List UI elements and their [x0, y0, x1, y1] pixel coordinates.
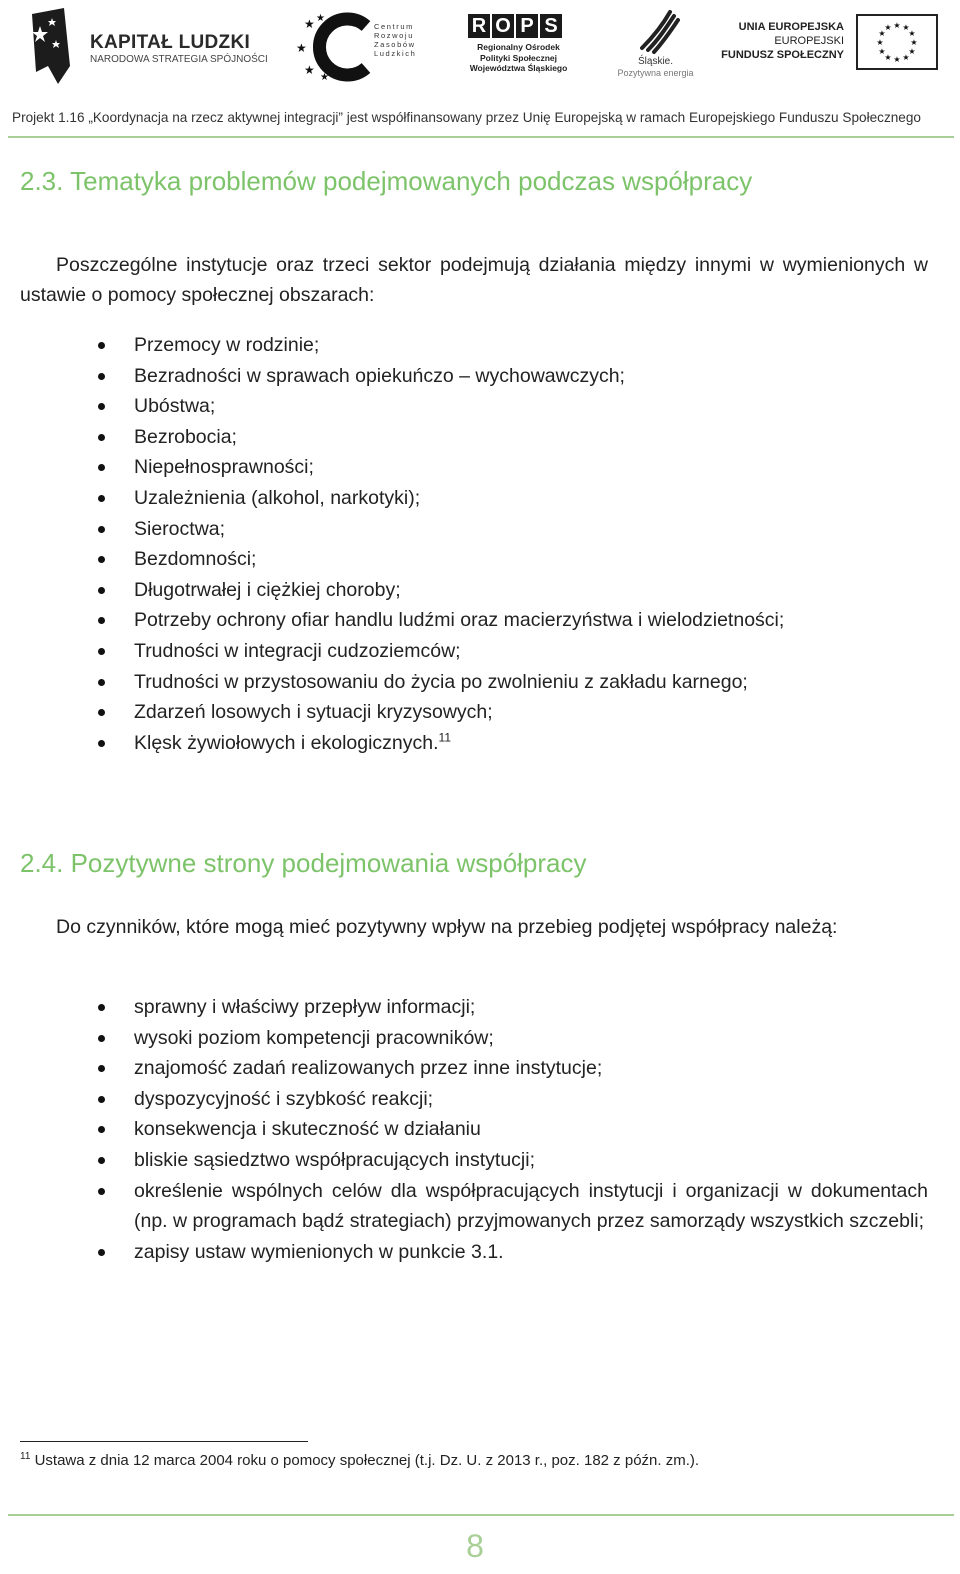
list-item-text: Bezrobocia;	[134, 425, 237, 448]
page-number: 8	[466, 1528, 484, 1564]
svg-text:★: ★	[910, 38, 918, 47]
list-item	[0, 697, 928, 728]
svg-text:★: ★	[893, 55, 901, 64]
bullet-icon	[98, 740, 105, 747]
bullet-icon	[98, 648, 105, 655]
list-item	[0, 361, 928, 392]
svg-text:★: ★	[902, 23, 910, 32]
list-item	[0, 636, 928, 667]
list-item	[0, 514, 928, 545]
header-rule	[8, 136, 954, 138]
footer-rule	[8, 1514, 954, 1516]
footnote	[20, 1452, 699, 1469]
list-item-text: Sieroctwa;	[134, 517, 226, 540]
kapital-ludzki-emblem-icon	[18, 6, 80, 86]
svg-text:★: ★	[304, 17, 315, 31]
logo-bar	[0, 0, 960, 100]
list-item-text: Trudności w przystosowaniu do życia po zwolnieniu z zakładu karnego;	[134, 670, 748, 693]
project-funding-line: Projekt 1.16 „Koordynacja na rzecz aktywnej integracji” jest współfinansowany przez Unię Europejską w ramach Europejskiego Funduszu Społecznego	[12, 110, 921, 125]
slaskie-tagline: Pozytywna energia	[617, 68, 694, 78]
ue-name	[721, 20, 844, 62]
list-item	[0, 1114, 928, 1145]
list-item-text: zapisy ustaw wymienionych w punkcie 3.1.	[134, 1240, 504, 1263]
kapital-ludzki-logo	[18, 6, 268, 86]
crzl-emblem-icon	[296, 12, 376, 82]
section-2-4-list	[0, 992, 928, 1267]
slaskie-name: Śląskie.	[637, 56, 673, 67]
crzl-logo	[296, 6, 426, 86]
list-item-text: bliskie sąsiedztwo współpracujących instytucji;	[134, 1148, 535, 1171]
svg-text:★: ★	[878, 29, 886, 38]
list-item-text: Długotrwałej i ciężkiej choroby;	[134, 578, 401, 601]
crzl-name: Centrum Rozwoju Zasobów Ludzkich	[374, 22, 417, 58]
rops-letters	[468, 14, 562, 38]
list-item-text: sprawny i właściwy przepływ informacji;	[134, 996, 476, 1018]
list-item-text: wysoki poziom kompetencji pracowników;	[134, 1026, 494, 1049]
footnote-text: Ustawa z dnia 12 marca 2004 roku o pomocy społecznej (t.j. Dz. U. z 2013 r., poz. 182 z późn. zm.).	[34, 1452, 700, 1469]
svg-text:★: ★	[908, 29, 916, 38]
list-item	[0, 391, 928, 422]
list-item	[0, 544, 928, 575]
bullet-icon	[98, 679, 105, 686]
footnote-separator	[20, 1441, 308, 1442]
bullet-icon	[98, 403, 105, 410]
list-item	[0, 483, 928, 514]
bullet-icon	[98, 587, 105, 594]
section-2-4-intro	[20, 912, 928, 942]
section-2-4-intro-text: Do czynników, które mogą mieć pozytywny wpływ na przebieg podjętej współpracy należą:	[56, 916, 838, 938]
ue-line1: UNIA EUROPEJSKA	[738, 21, 844, 33]
bullet-icon	[98, 1126, 105, 1133]
list-item-text: znajomość zadań realizowanych przez inne instytucje;	[134, 1057, 603, 1080]
section-2-3-intro	[20, 250, 928, 310]
bullet-icon	[98, 556, 105, 563]
list-item-text: Ubóstwa;	[134, 395, 216, 418]
bullet-icon	[98, 709, 105, 716]
section-2-3-heading: 2.3. Tematyka problemów podejmowanych podczas współpracy	[20, 166, 753, 196]
bullet-icon	[98, 1157, 105, 1164]
footnote-ref: 11	[438, 730, 452, 745]
list-item	[0, 992, 928, 1023]
svg-text:★: ★	[878, 47, 886, 56]
bullet-icon	[98, 495, 105, 502]
bullet-icon	[98, 617, 105, 624]
section-2-3-list	[0, 330, 928, 758]
list-item	[0, 1237, 928, 1268]
svg-text:★: ★	[296, 41, 307, 55]
list-item	[0, 728, 928, 759]
ue-line2: EUROPEJSKI	[774, 35, 844, 47]
footnote-number: 11	[20, 1451, 31, 1462]
list-item-text: Przemocy w rodzinie;	[134, 334, 320, 356]
list-item	[0, 605, 928, 636]
list-item-text: Zdarzeń losowych i sytuacji kryzysowych;	[134, 701, 493, 724]
list-item-text: Bezradności w sprawach opiekuńczo – wychowawczych;	[134, 364, 625, 387]
rops-letter: S	[540, 14, 562, 38]
list-item	[0, 330, 928, 361]
list-item-text: Klęsk żywiołowych i ekologicznych.	[134, 731, 439, 754]
list-item	[0, 1145, 928, 1176]
list-item-text: Bezdomności;	[134, 548, 257, 571]
bullet-icon	[98, 373, 105, 380]
svg-text:★: ★	[884, 23, 892, 32]
list-item	[0, 452, 928, 483]
section-2-3-intro-text: Poszczególne instytucje oraz trzeci sektor podejmują działania między innymi w wymienionych w ustawie o pomocy społecznej obszarach:	[20, 254, 928, 306]
list-item	[0, 1176, 928, 1237]
rops-letter: P	[516, 14, 538, 38]
bullet-icon	[98, 1065, 105, 1072]
bullet-icon	[98, 1188, 105, 1195]
list-item-text: Uzależnienia (alkohol, narkotyki);	[134, 486, 421, 509]
bullet-icon	[98, 1004, 105, 1011]
svg-text:★: ★	[908, 47, 916, 56]
list-item	[0, 1053, 928, 1084]
bullet-icon	[98, 1035, 105, 1042]
list-item-text: dyspozycyjność i szybkość reakcji;	[134, 1087, 434, 1110]
svg-text:★: ★	[876, 38, 884, 47]
bullet-icon	[98, 464, 105, 471]
svg-text:★: ★	[320, 72, 329, 82]
rops-name: Regionalny Ośrodek Polityki Społecznej Województwa Śląskiego	[469, 42, 568, 73]
bullet-icon	[98, 1249, 105, 1256]
bullet-icon	[98, 1096, 105, 1103]
list-item	[0, 575, 928, 606]
list-item-text: Niepełnosprawności;	[134, 456, 314, 479]
list-item	[0, 1023, 928, 1054]
section-2-4-heading: 2.4. Pozytywne strony podejmowania współpracy	[20, 848, 587, 878]
list-item-text: konsekwencja i skuteczność w działaniu	[134, 1118, 481, 1141]
list-item	[0, 667, 928, 698]
svg-text:★: ★	[902, 53, 910, 62]
rops-logo	[456, 6, 581, 86]
ue-line3: FUNDUSZ SPOŁECZNY	[721, 49, 844, 61]
svg-text:★: ★	[893, 21, 901, 30]
list-item-text: określenie wspólnych celów dla współpracujących instytucji i organizacji w dokumentach (np. w programach bądź strategiach) przyjmowanych przez samorządy wszystkich szczebli;	[134, 1179, 928, 1233]
svg-text:★: ★	[316, 13, 325, 24]
bullet-icon	[98, 342, 105, 349]
slaskie-emblem-icon	[632, 8, 682, 54]
rops-letter: O	[492, 14, 514, 38]
list-item	[0, 422, 928, 453]
list-item	[0, 1084, 928, 1115]
eu-flag-icon	[856, 14, 938, 70]
rops-letter: R	[468, 14, 490, 38]
slaskie-logo	[608, 6, 703, 86]
list-item-text: Potrzeby ochrony ofiar handlu ludźmi oraz macierzyństwa i wielodzietności;	[134, 609, 785, 632]
list-item-text: Trudności w integracji cudzoziemców;	[134, 639, 461, 662]
kapital-ludzki-title: KAPITAŁ LUDZKI	[90, 32, 251, 53]
svg-text:★: ★	[304, 63, 315, 77]
ue-logo	[721, 6, 942, 86]
svg-text:★: ★	[884, 53, 892, 62]
bullet-icon	[98, 526, 105, 533]
kapital-ludzki-subtitle: NARODOWA STRATEGIA SPÓJNOŚCI	[90, 54, 268, 65]
bullet-icon	[98, 434, 105, 441]
